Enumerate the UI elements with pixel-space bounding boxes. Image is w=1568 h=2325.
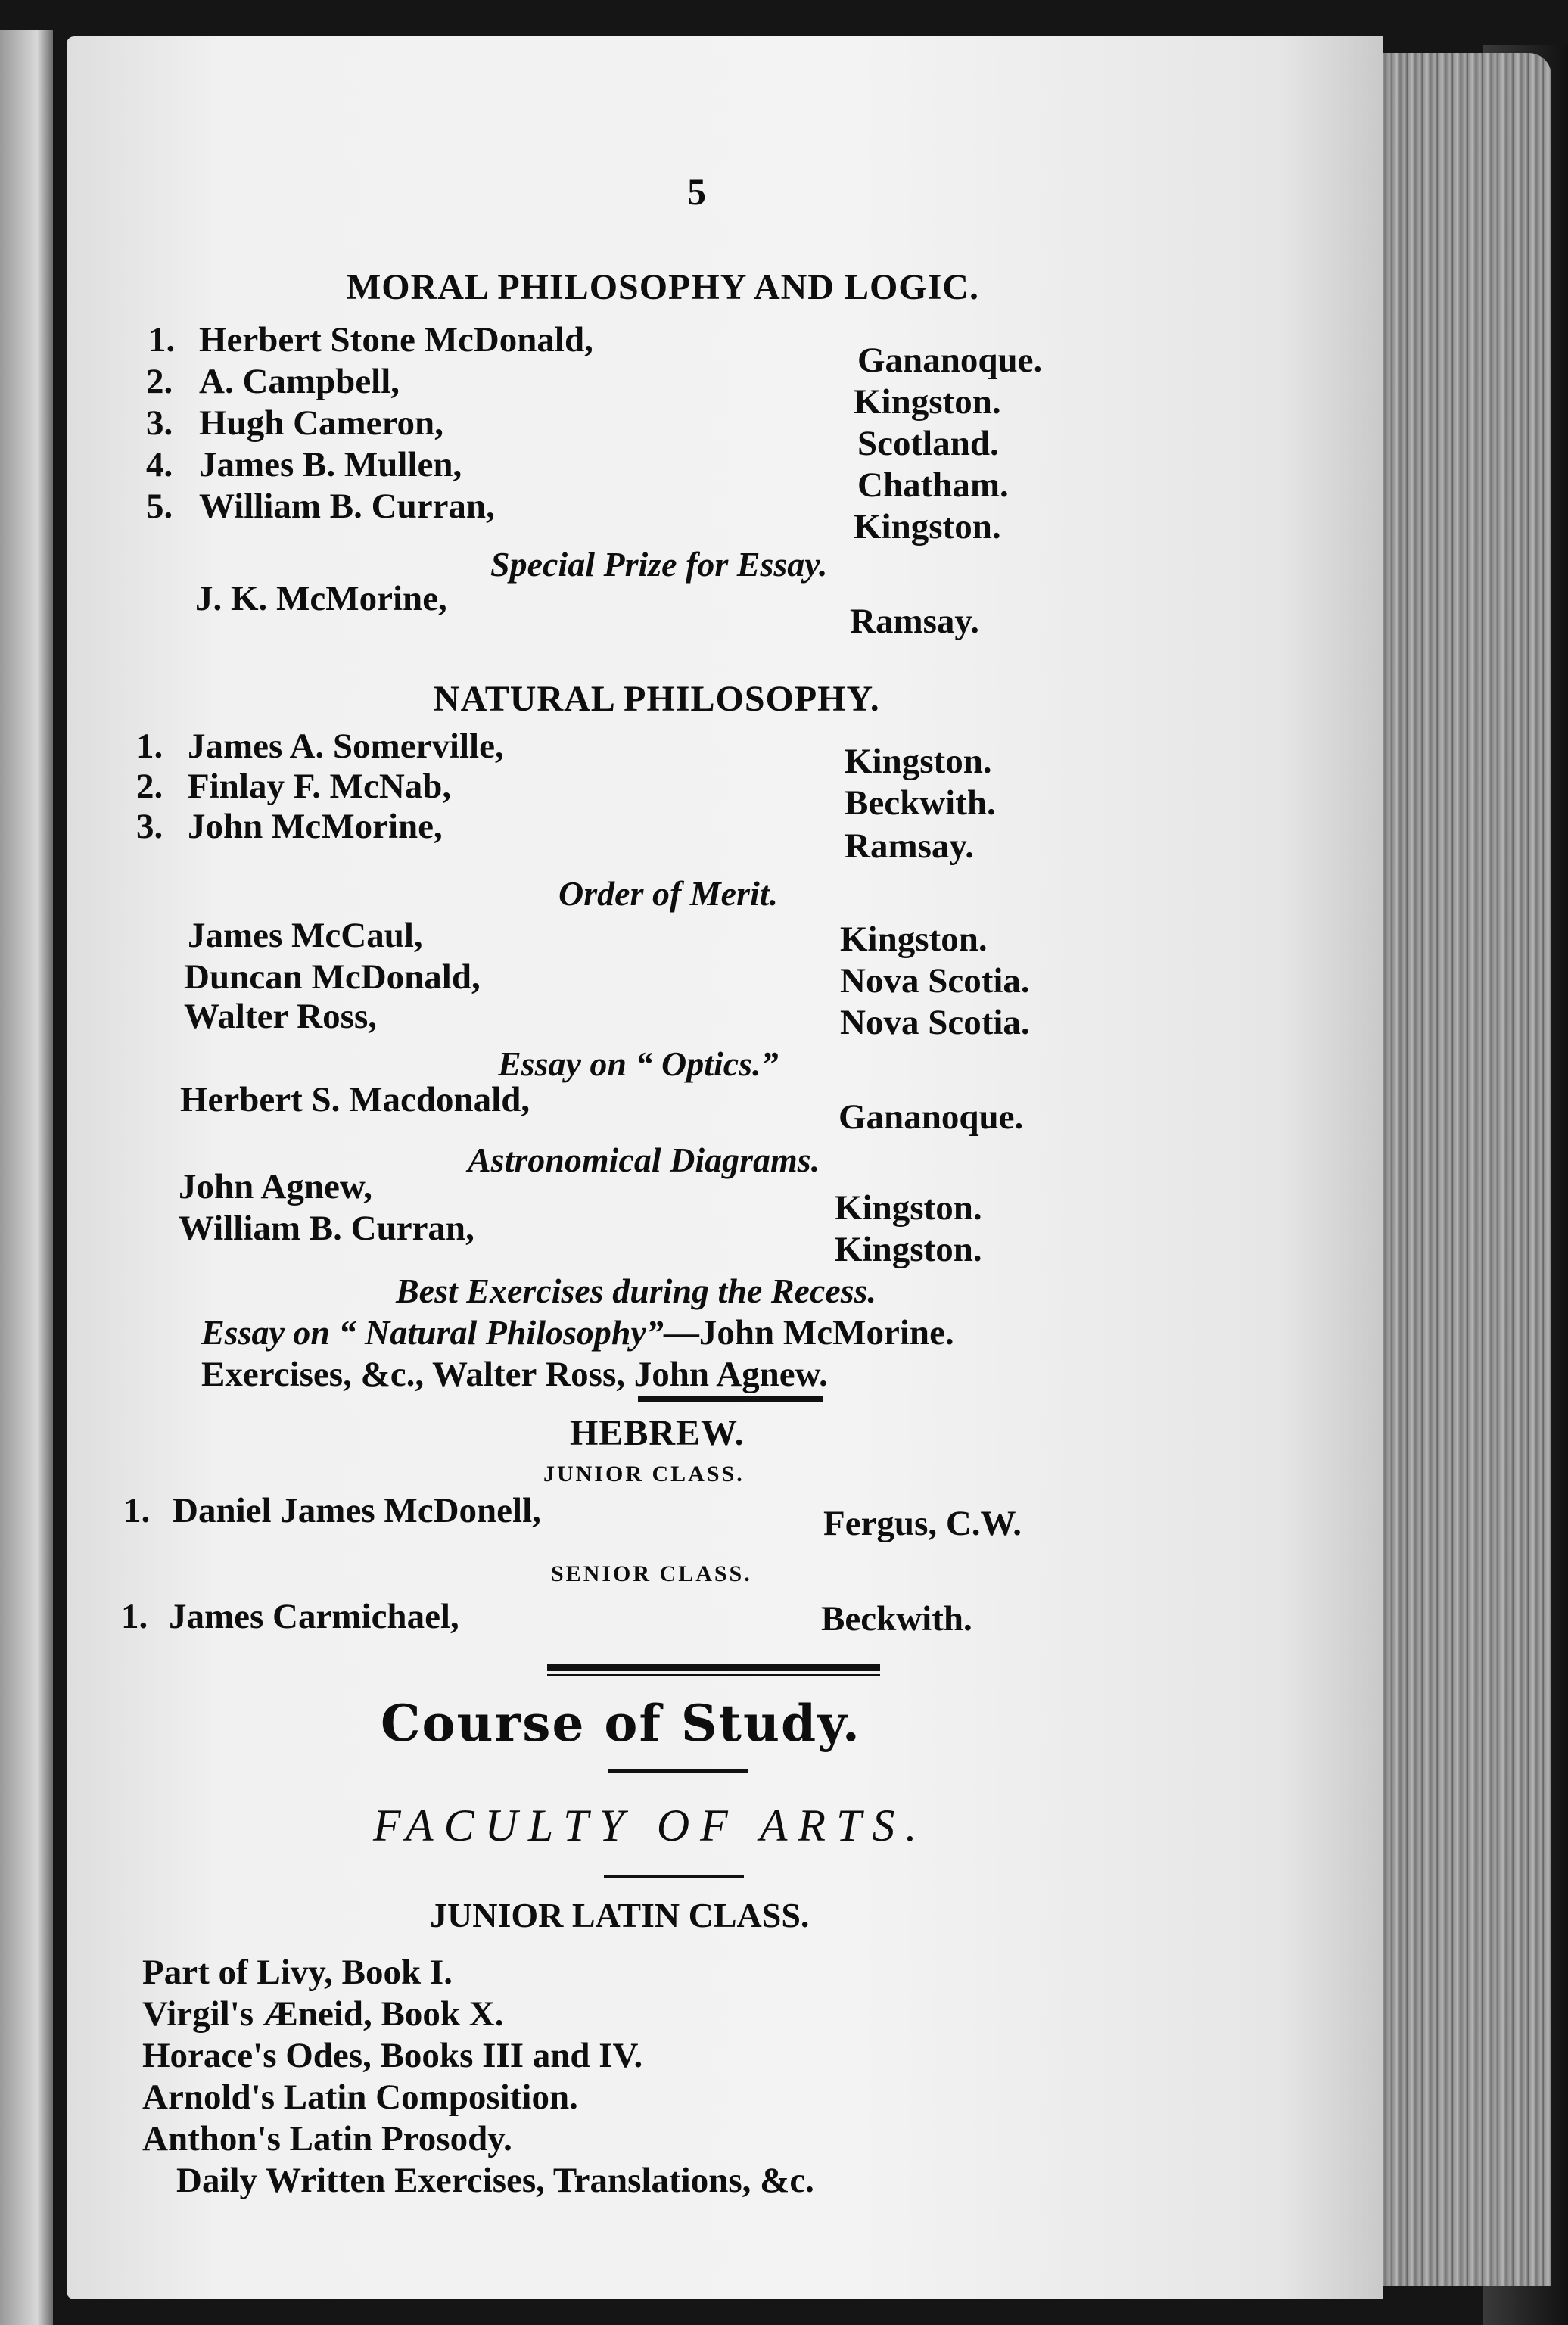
special-prize-name: J. K. McMorine,: [195, 579, 447, 618]
section-title-natural-philosophy: NATURAL PHILOSOPHY.: [434, 679, 880, 719]
course-list-item: Virgil's Æneid, Book X.: [142, 1994, 504, 2034]
entry-rank: 2.: [146, 362, 173, 401]
divider-rule: [638, 1396, 823, 1402]
entry-name: Walter Ross,: [184, 997, 378, 1036]
entry-name: Duncan McDonald,: [184, 957, 481, 997]
junior-class-label: JUNIOR CLASS.: [543, 1461, 745, 1486]
recess-exercises-line: Exercises, &c., Walter Ross, John Agnew.: [201, 1355, 828, 1394]
entry-rank: 1.: [121, 1597, 148, 1636]
course-list-item: Part of Livy, Book I.: [142, 1953, 453, 1992]
entry-name: James McCaul,: [188, 916, 423, 955]
entry-place: Fergus, C.W.: [823, 1504, 1022, 1543]
entry-rank: 1.: [123, 1491, 151, 1530]
senior-class-label: SENIOR CLASS.: [551, 1561, 752, 1586]
divider-rule: [604, 1875, 744, 1878]
astro-place: Kingston.: [835, 1230, 982, 1269]
optics-place: Gananoque.: [838, 1097, 1024, 1137]
left-page-edge: [0, 30, 53, 2325]
entry-place: Beckwith.: [845, 783, 996, 823]
entry-place: Kingston.: [845, 742, 992, 781]
page-edges: [1362, 53, 1551, 2286]
entry-name: James A. Somerville,: [188, 727, 504, 766]
course-list-item: Arnold's Latin Composition.: [142, 2078, 578, 2117]
recess-essay-label: Essay on “ Natural Philosophy”: [201, 1313, 664, 1352]
entry-name: James Carmichael,: [169, 1597, 459, 1636]
optics-heading: Essay on “ Optics.”: [498, 1044, 779, 1083]
optics-name: Herbert S. Macdonald,: [180, 1080, 530, 1119]
double-rule-thick: [547, 1664, 880, 1671]
course-list-item: Horace's Odes, Books III and IV.: [142, 2036, 643, 2075]
entry-rank: 5.: [146, 487, 173, 526]
entry-name: John McMorine,: [188, 807, 443, 846]
faculty-of-arts-heading: FACULTY OF ARTS.: [373, 1801, 928, 1850]
recess-essay-line: [201, 1315, 954, 1351]
page-number: 5: [687, 170, 706, 213]
entry-name: Daniel James McDonell,: [173, 1491, 541, 1530]
entry-place: Gananoque.: [857, 341, 1043, 380]
double-rule-thin: [547, 1674, 880, 1676]
divider-rule: [608, 1769, 748, 1773]
entry-rank: 3.: [146, 403, 173, 443]
entry-rank: 3.: [136, 807, 163, 846]
order-of-merit-heading: Order of Merit.: [558, 874, 779, 913]
astro-heading: Astronomical Diagrams.: [468, 1141, 820, 1179]
entry-rank: 1.: [148, 320, 176, 359]
entry-place: Kingston.: [840, 920, 988, 959]
junior-latin-heading: JUNIOR LATIN CLASS.: [430, 1896, 810, 1934]
special-prize-place: Ramsay.: [850, 602, 980, 641]
entry-place: Nova Scotia.: [840, 961, 1030, 1001]
astro-place: Kingston.: [835, 1188, 982, 1228]
astro-name: John Agnew,: [179, 1167, 372, 1206]
entry-name: Finlay F. McNab,: [188, 767, 452, 806]
course-list-item: Daily Written Exercises, Translations, &c.: [176, 2161, 814, 2200]
course-list-item: Anthon's Latin Prosody.: [142, 2119, 512, 2158]
entry-name: William B. Curran,: [199, 487, 495, 526]
section-title-hebrew: HEBREW.: [570, 1413, 745, 1453]
entry-place: Beckwith.: [821, 1599, 972, 1639]
entry-name: Hugh Cameron,: [199, 403, 443, 443]
entry-rank: 1.: [136, 727, 163, 766]
entry-rank: 2.: [136, 767, 163, 806]
entry-place: Ramsay.: [845, 826, 975, 866]
entry-place: Nova Scotia.: [840, 1003, 1030, 1042]
section-title-moral-philosophy: MORAL PHILOSOPHY AND LOGIC.: [347, 267, 979, 307]
entry-name: Herbert Stone McDonald,: [199, 320, 593, 359]
astro-name: William B. Curran,: [179, 1209, 474, 1248]
entry-name: James B. Mullen,: [199, 445, 462, 484]
special-prize-heading: Special Prize for Essay.: [490, 545, 828, 584]
recess-essay-name: —John McMorine.: [663, 1313, 954, 1352]
entry-place: Kingston.: [854, 382, 1001, 422]
book-page: [67, 36, 1383, 2299]
entry-place: Chatham.: [857, 465, 1009, 505]
course-of-study-title: Course of Study.: [381, 1694, 861, 1753]
entry-place: Kingston.: [854, 507, 1001, 546]
entry-place: Scotland.: [857, 424, 999, 463]
entry-rank: 4.: [146, 445, 173, 484]
recess-heading: Best Exercises during the Recess.: [396, 1271, 877, 1310]
entry-name: A. Campbell,: [199, 362, 400, 401]
